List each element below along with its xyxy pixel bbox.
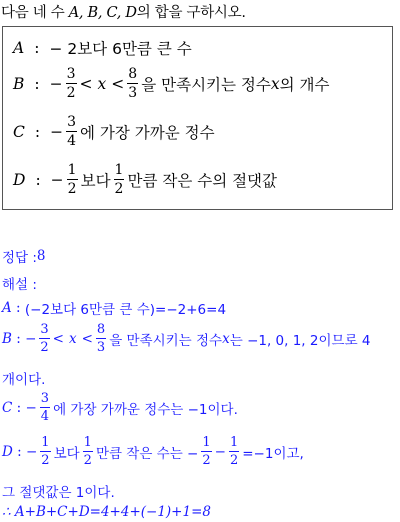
fraction: $\frac{8}{3}$ (96, 322, 106, 355)
fraction: $\frac{1}{2}$ (67, 162, 77, 197)
fraction: $\frac{1}{2}$ (114, 162, 124, 197)
fraction: $\frac{3}{4}$ (67, 114, 77, 149)
fraction: $\frac{3}{4}$ (40, 391, 50, 424)
problem-box (2, 26, 393, 210)
fraction: $\frac{1}{2}$ (202, 435, 211, 468)
explain-b-cont: 개이다. (2, 372, 46, 388)
item-a: A : − 2보다 6만큼 큰 수 (13, 39, 192, 58)
item-b: B : − $\frac{3}{2}$ < x < $\frac{8}{3}$ 을 만족시키는 정수 x 의 개수 (13, 66, 330, 101)
explain-b: B : − $\frac{3}{2}$ < x < $\frac{8}{3}$ 을 만족시키는 정수 x 는 −1, 0, 1, 2이므로 4 (2, 322, 371, 355)
problem-title: 다음 네 수 A, B, C, D의 합을 구하시오. (1, 5, 246, 21)
fraction: $\frac{1}{2}$ (229, 435, 239, 468)
explain-d-cont: 그 절댓값은 1이다. (2, 485, 115, 501)
explanation-label: 해설 : (2, 277, 37, 293)
explain-c: C : − $\frac{3}{4}$ 에 가장 가까운 정수는 −1이다. (2, 391, 238, 424)
explain-a: A : (−2보다 6만큼 큰 수)=−2+6=4 (2, 300, 227, 318)
fraction: $\frac{1}{2}$ (41, 435, 50, 468)
answer-line: 정답 : 8 (2, 248, 46, 266)
item-d: D : − $\frac{1}{2}$ 보다 $\frac{1}{2}$ 만큼 작은 수의 절댓값 (13, 162, 278, 197)
fraction: $\frac{3}{2}$ (40, 322, 49, 355)
fraction: $\frac{3}{2}$ (66, 66, 76, 101)
sum-line: ∴ A+B+C+D=4+4+(−1)+1=8 (2, 504, 211, 520)
fraction: $\frac{1}{2}$ (83, 435, 92, 468)
explain-d: D : − $\frac{1}{2}$ 보다 $\frac{1}{2}$ 만큼 작은 수는 − $\frac{1}{2}$ − $\frac{1}{2}$ =−1이고, (2, 435, 304, 468)
fraction: $\frac{8}{3}$ (128, 66, 138, 101)
item-c: C : − $\frac{3}{4}$ 에 가장 가까운 정수 (13, 114, 215, 149)
